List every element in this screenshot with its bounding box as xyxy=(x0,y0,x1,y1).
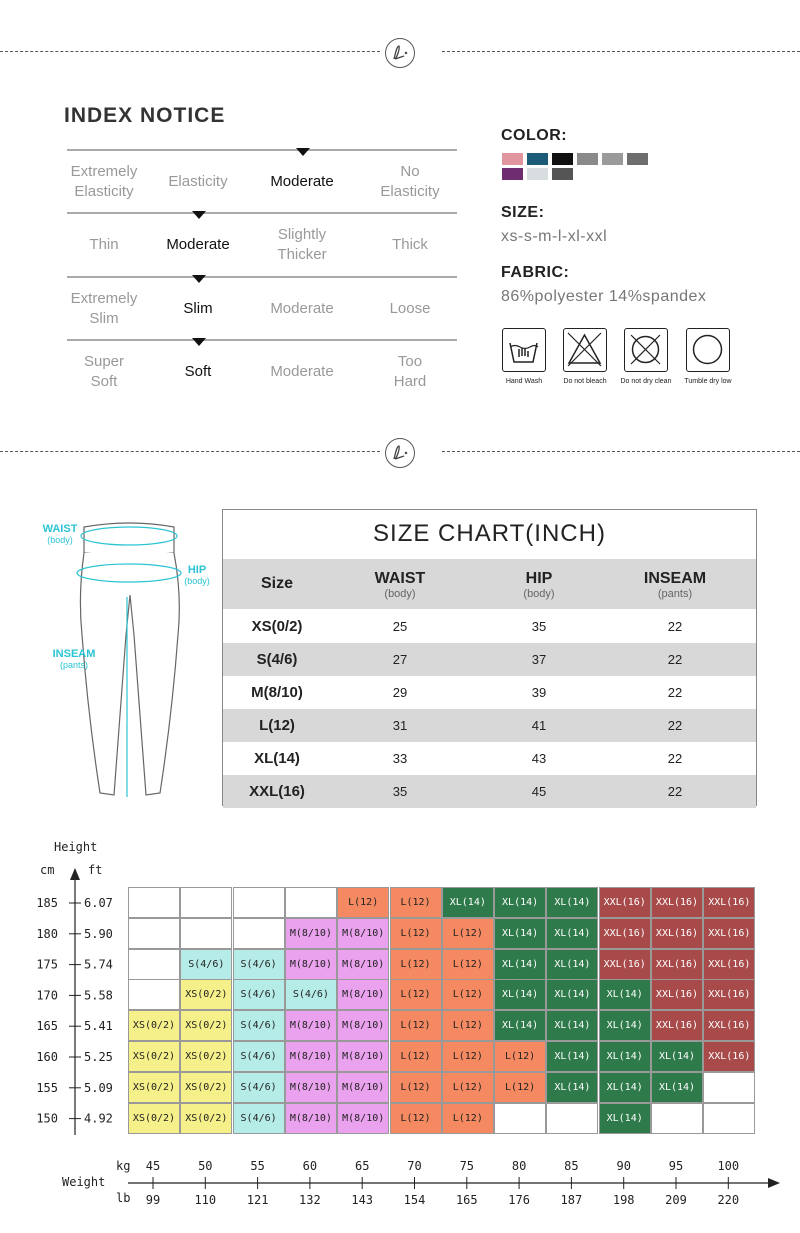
fit-grid-cell: XXL(16) xyxy=(703,979,755,1010)
size-chart-cell: 39 xyxy=(531,685,547,700)
index-cell-word: Moderate xyxy=(166,236,230,253)
hip-label: HIP xyxy=(187,564,207,576)
fit-grid-cell: L(12) xyxy=(390,949,442,980)
index-cell-word: No xyxy=(400,163,420,180)
fit-grid-cell: S(4/6) xyxy=(285,979,337,1010)
weight-lb-tick-label: 198 xyxy=(612,1193,635,1207)
size-chart-cell: 22 xyxy=(667,652,683,667)
fit-grid-cell: XL(14) xyxy=(546,887,598,918)
size-chart-header-label: INSEAM xyxy=(643,570,707,587)
size-chart-cell: XL(14) xyxy=(254,750,300,767)
height-ft-tick-label: 5.09 xyxy=(84,1080,113,1095)
hip-sub: (body) xyxy=(184,576,210,586)
fit-grid-cell: L(12) xyxy=(337,887,389,918)
fit-grid-cell: M(8/10) xyxy=(337,979,389,1010)
fit-grid-cell: XS(0/2) xyxy=(128,1072,180,1103)
index-cell-word: Slightly xyxy=(277,226,327,243)
fit-grid-cell: M(8/10) xyxy=(285,1072,337,1103)
fit-grid-cell: XL(14) xyxy=(546,918,598,949)
size-chart-cell: 37 xyxy=(531,652,547,667)
waist-sub: (body) xyxy=(47,535,73,545)
index-cell-word: Moderate xyxy=(270,363,334,380)
index-cell-word: Extremely xyxy=(70,290,138,307)
fit-grid-cell: L(12) xyxy=(494,1041,546,1072)
fit-grid-cell: XXL(16) xyxy=(703,918,755,949)
fit-grid-cell: XS(0/2) xyxy=(128,1041,180,1072)
index-cell xyxy=(263,362,341,382)
weight-kg-tick-label: 100 xyxy=(717,1159,740,1173)
fit-grid-cell: XS(0/2) xyxy=(180,979,232,1010)
index-cell xyxy=(65,352,143,392)
fit-grid-cell: M(8/10) xyxy=(285,1103,337,1134)
weight-kg-tick-label: 70 xyxy=(407,1159,422,1173)
no-dry-clean-icon xyxy=(624,328,668,372)
weight-kg-tick-label: 50 xyxy=(198,1159,213,1173)
size-chart-cell: 45 xyxy=(531,784,547,799)
index-row-divider xyxy=(67,149,457,151)
weight-axis-title: Weight xyxy=(62,1175,106,1189)
weight-lb-tick-label: 154 xyxy=(403,1193,426,1207)
size-chart-cell: S(4/6) xyxy=(256,651,298,668)
fit-grid-cell: XL(14) xyxy=(494,918,546,949)
index-row-divider xyxy=(67,339,457,341)
fit-grid-cell: L(12) xyxy=(390,1041,442,1072)
fit-grid-cell: L(12) xyxy=(390,887,442,918)
size-chart-cell: 31 xyxy=(392,718,408,733)
middle-divider xyxy=(0,437,800,467)
height-cm-tick-label: 165 xyxy=(36,1019,58,1034)
weight-kg-tick-label: 95 xyxy=(668,1159,684,1173)
fit-grid-cell: XL(14) xyxy=(494,1010,546,1041)
fit-grid-cell: S(4/6) xyxy=(233,979,285,1010)
fit-grid-cell: XXL(16) xyxy=(651,949,703,980)
weight-lb-tick-label: 209 xyxy=(665,1193,687,1207)
index-cell-word: Super xyxy=(83,353,125,370)
fit-grid-cell: XS(0/2) xyxy=(180,1010,232,1041)
index-cell xyxy=(159,299,237,319)
height-ft-tick-label: 5.90 xyxy=(84,926,113,941)
index-cell-word: Elasticity xyxy=(380,183,440,200)
tumble-dry-low-icon xyxy=(686,328,730,372)
fit-grid-cell: XL(14) xyxy=(546,1041,598,1072)
fit-grid-cell: XXL(16) xyxy=(703,887,755,918)
weight-kg-tick-label: 45 xyxy=(145,1159,161,1173)
color-swatch xyxy=(602,153,623,165)
weight-lb-tick-label: 143 xyxy=(351,1193,374,1207)
fit-grid-cell: L(12) xyxy=(442,918,494,949)
index-cell xyxy=(371,162,449,202)
color-swatch xyxy=(552,168,573,180)
weight-lb-tick-label: 220 xyxy=(717,1193,740,1207)
size-chart-cell: 22 xyxy=(667,685,683,700)
fit-grid-cell: XL(14) xyxy=(494,979,546,1010)
index-cell-word: Slim xyxy=(183,300,213,317)
inseam-sub: (pants) xyxy=(59,660,88,670)
fit-grid-cell: M(8/10) xyxy=(285,949,337,980)
color-label: COLOR: xyxy=(501,127,568,144)
care-label-no-bleach: Do not bleach xyxy=(563,378,607,385)
fit-grid-cell: L(12) xyxy=(442,1010,494,1041)
height-cm-tick-label: 170 xyxy=(36,988,58,1003)
fit-grid-cell: XL(14) xyxy=(651,1041,703,1072)
size-chart-title: SIZE CHART(INCH) xyxy=(373,520,606,547)
index-cell xyxy=(65,162,143,202)
size-chart-cell: 33 xyxy=(392,751,408,766)
selection-arrow-icon xyxy=(296,148,310,156)
weight-lb-tick-label: 165 xyxy=(455,1193,478,1207)
weight-lb-tick-label: 121 xyxy=(246,1193,269,1207)
index-cell xyxy=(263,299,341,319)
weight-kg-tick-label: 75 xyxy=(459,1159,475,1173)
fit-grid-cell: XS(0/2) xyxy=(180,1041,232,1072)
weight-kg-tick-label: 80 xyxy=(511,1159,527,1173)
fit-grid-cell: M(8/10) xyxy=(285,1010,337,1041)
index-cell xyxy=(65,235,143,255)
size-chart-cell: 35 xyxy=(392,784,408,799)
weight-kg-tick-label: 85 xyxy=(564,1159,579,1173)
fit-grid-cell: L(12) xyxy=(390,979,442,1010)
brand-logo-icon xyxy=(384,437,416,469)
height-cm-tick-label: 160 xyxy=(36,1050,58,1064)
height-ft-tick-label: 5.74 xyxy=(84,957,113,972)
selection-arrow-icon xyxy=(192,211,206,219)
index-cell-word: Thicker xyxy=(277,246,327,263)
fit-grid-cell: XS(0/2) xyxy=(128,1010,180,1041)
size-chart-cell: M(8/10) xyxy=(251,684,303,701)
kg-unit-label: kg xyxy=(116,1159,131,1173)
fit-grid-cell: XXL(16) xyxy=(651,887,703,918)
fit-grid-cell: S(4/6) xyxy=(233,1041,285,1072)
lb-unit-label: lb xyxy=(116,1191,131,1205)
fit-grid-cell: L(12) xyxy=(494,1072,546,1103)
fit-grid-cell: XL(14) xyxy=(546,1072,598,1103)
fit-grid-cell: L(12) xyxy=(442,1041,494,1072)
index-cell-word: Hard xyxy=(393,373,427,390)
care-label-hand-wash: Hand Wash xyxy=(505,378,543,385)
size-chart-cell: 25 xyxy=(392,619,408,634)
index-cell xyxy=(159,362,237,382)
fit-grid-cell: M(8/10) xyxy=(337,949,389,980)
fit-grid-cell: M(8/10) xyxy=(337,918,389,949)
fit-grid-cell: XL(14) xyxy=(546,979,598,1010)
size-chart-cell: 41 xyxy=(531,718,547,733)
care-label-no-dry-clean: Do not dry clean xyxy=(620,378,672,385)
index-cell-word: Thin xyxy=(89,236,119,253)
fit-grid-cell: XL(14) xyxy=(599,1103,651,1134)
fit-grid-cell: XL(14) xyxy=(546,949,598,980)
height-ft-tick-label: 5.25 xyxy=(84,1050,113,1064)
weight-axis-arrow-icon xyxy=(768,1178,780,1188)
fit-grid-cell: M(8/10) xyxy=(285,1041,337,1072)
weight-lb-tick-label: 110 xyxy=(194,1193,217,1207)
height-cm-tick-label: 185 xyxy=(36,896,58,910)
height-axis-title: Height xyxy=(54,840,98,854)
weight-lb-tick-label: 176 xyxy=(508,1193,530,1207)
index-cell xyxy=(263,172,341,192)
index-cell-word: Moderate xyxy=(270,173,334,190)
index-cell-word: Too xyxy=(397,353,423,370)
size-value: xs-s-m-l-xl-xxl xyxy=(501,228,608,245)
index-notice-title: INDEX NOTICE xyxy=(64,104,226,127)
fit-grid-cell: L(12) xyxy=(390,1072,442,1103)
size-chart-cell: 27 xyxy=(392,652,408,667)
inseam-label: INSEAM xyxy=(52,648,96,660)
height-cm-tick-label: 155 xyxy=(36,1080,58,1095)
index-cell-word: Slim xyxy=(89,310,119,327)
no-bleach-icon xyxy=(563,328,607,372)
cm-unit-label: cm xyxy=(40,863,55,877)
fit-grid-cell: S(4/6) xyxy=(180,949,232,980)
size-chart-cell: 22 xyxy=(667,718,683,733)
fit-grid-cell: L(12) xyxy=(442,1072,494,1103)
index-cell-word: Elasticity xyxy=(74,183,134,200)
height-cm-tick-label: 180 xyxy=(36,926,58,941)
fit-grid-cell: XL(14) xyxy=(494,949,546,980)
fit-grid-cell: XS(0/2) xyxy=(180,1072,232,1103)
waist-label: WAIST xyxy=(42,523,78,535)
index-cell xyxy=(371,299,449,319)
fit-grid-cell: L(12) xyxy=(442,979,494,1010)
fabric-label: FABRIC: xyxy=(501,264,570,281)
size-chart-cell: 43 xyxy=(531,751,547,766)
index-cell-word: Moderate xyxy=(270,300,334,317)
weight-kg-tick-label: 90 xyxy=(616,1159,631,1173)
fit-grid-cell: XXL(16) xyxy=(651,979,703,1010)
fit-grid-cell: M(8/10) xyxy=(337,1072,389,1103)
index-cell-word: Soft xyxy=(184,363,212,380)
fit-grid-cell: XL(14) xyxy=(599,979,651,1010)
height-cm-tick-label: 175 xyxy=(36,957,58,972)
color-swatch xyxy=(527,153,548,165)
color-swatch xyxy=(527,168,548,180)
fit-grid-cell: XL(14) xyxy=(442,887,494,918)
size-chart-cell: 22 xyxy=(667,619,683,634)
height-ft-tick-label: 6.07 xyxy=(84,896,113,910)
fit-grid-cell: L(12) xyxy=(390,918,442,949)
size-chart-cell: L(12) xyxy=(259,717,295,734)
color-swatch xyxy=(627,153,648,165)
fit-grid-cell: XL(14) xyxy=(599,1072,651,1103)
size-chart-header-sub: (body) xyxy=(523,588,555,600)
fit-grid-cell: XXL(16) xyxy=(703,1010,755,1041)
selection-arrow-icon xyxy=(192,338,206,346)
top-divider xyxy=(0,37,800,67)
index-cell xyxy=(159,172,237,192)
fit-grid-cell: XXL(16) xyxy=(703,949,755,980)
index-row-divider xyxy=(67,212,457,214)
ft-unit-label: ft xyxy=(88,863,103,877)
fit-grid-cell: XL(14) xyxy=(599,1041,651,1072)
color-swatch xyxy=(552,153,573,165)
brand-logo-icon xyxy=(384,37,416,69)
weight-kg-tick-label: 65 xyxy=(354,1159,370,1173)
fit-grid-cell: XS(0/2) xyxy=(128,1103,180,1134)
fit-grid-cell: XXL(16) xyxy=(599,949,651,980)
fit-grid-cell: L(12) xyxy=(390,1103,442,1134)
height-ft-tick-label: 4.92 xyxy=(84,1111,113,1126)
index-cell-word: Loose xyxy=(389,300,431,317)
fit-grid-cell: XL(14) xyxy=(599,1010,651,1041)
fit-grid-cell: M(8/10) xyxy=(337,1103,389,1134)
fit-grid-cell: M(8/10) xyxy=(285,918,337,949)
fit-grid-cell: M(8/10) xyxy=(337,1010,389,1041)
fit-grid-cell: XXL(16) xyxy=(651,918,703,949)
selection-arrow-icon xyxy=(192,275,206,283)
fit-grid-cell: XXL(16) xyxy=(703,1041,755,1072)
index-cell xyxy=(159,235,237,255)
fit-grid-cell: S(4/6) xyxy=(233,949,285,980)
fit-grid-cell: L(12) xyxy=(390,1010,442,1041)
index-cell-word: Extremely xyxy=(70,163,138,180)
size-chart-header-label: WAIST xyxy=(374,570,426,587)
index-cell-word: Elasticity xyxy=(168,173,228,190)
fit-grid-axes xyxy=(0,840,800,1233)
fit-grid-cell: S(4/6) xyxy=(233,1010,285,1041)
height-ft-tick-label: 5.58 xyxy=(84,988,113,1003)
fabric-value: 86%polyester 14%spandex xyxy=(501,288,707,305)
index-cell-word: Thick xyxy=(392,236,428,253)
color-swatch xyxy=(502,168,523,180)
size-chart-header-label: HIP xyxy=(525,570,553,587)
height-axis-arrow-icon xyxy=(70,868,80,880)
fit-grid-cell: XL(14) xyxy=(651,1072,703,1103)
color-swatch xyxy=(577,153,598,165)
fit-grid-cell: L(12) xyxy=(442,1103,494,1134)
fit-grid-cell: S(4/6) xyxy=(233,1103,285,1134)
fit-grid-cell: L(12) xyxy=(442,949,494,980)
size-chart-header-sub: (pants) xyxy=(657,588,693,600)
fit-grid-cell: XL(14) xyxy=(546,1010,598,1041)
hand-wash-icon xyxy=(502,328,546,372)
size-chart-cell: 35 xyxy=(531,619,547,634)
weight-lb-tick-label: 132 xyxy=(299,1193,321,1207)
weight-lb-tick-label: 99 xyxy=(145,1193,161,1207)
size-chart-cell: 22 xyxy=(667,784,683,799)
index-cell-word: Soft xyxy=(90,373,118,390)
size-chart-header-label: Size xyxy=(260,575,293,592)
fit-grid-cell: XXL(16) xyxy=(599,918,651,949)
color-swatch xyxy=(502,153,523,165)
fit-grid-cell: M(8/10) xyxy=(337,1041,389,1072)
fit-grid-cell: XL(14) xyxy=(494,887,546,918)
fit-grid-cell: XXL(16) xyxy=(651,1010,703,1041)
index-row-divider xyxy=(67,276,457,278)
index-cell xyxy=(65,289,143,329)
size-chart-cell: 29 xyxy=(392,685,408,700)
size-label: SIZE: xyxy=(501,204,545,221)
height-cm-tick-label: 150 xyxy=(36,1111,58,1126)
fit-grid-cell: S(4/6) xyxy=(233,1072,285,1103)
care-label-tumble-dry-low: Tumble dry low xyxy=(684,378,732,385)
weight-lb-tick-label: 187 xyxy=(560,1193,583,1207)
size-chart-cell: 22 xyxy=(667,751,683,766)
index-cell xyxy=(263,225,341,265)
height-ft-tick-label: 5.41 xyxy=(84,1019,113,1034)
weight-kg-tick-label: 60 xyxy=(302,1159,318,1173)
fit-grid-cell: XXL(16) xyxy=(599,887,651,918)
size-chart-header-sub: (body) xyxy=(384,588,416,600)
fit-grid-cell: XS(0/2) xyxy=(180,1103,232,1134)
weight-kg-tick-label: 55 xyxy=(250,1159,265,1173)
size-chart-cell: XS(0/2) xyxy=(251,618,303,635)
index-cell xyxy=(371,235,449,255)
size-chart-cell: XXL(16) xyxy=(249,783,305,800)
index-cell xyxy=(371,352,449,392)
